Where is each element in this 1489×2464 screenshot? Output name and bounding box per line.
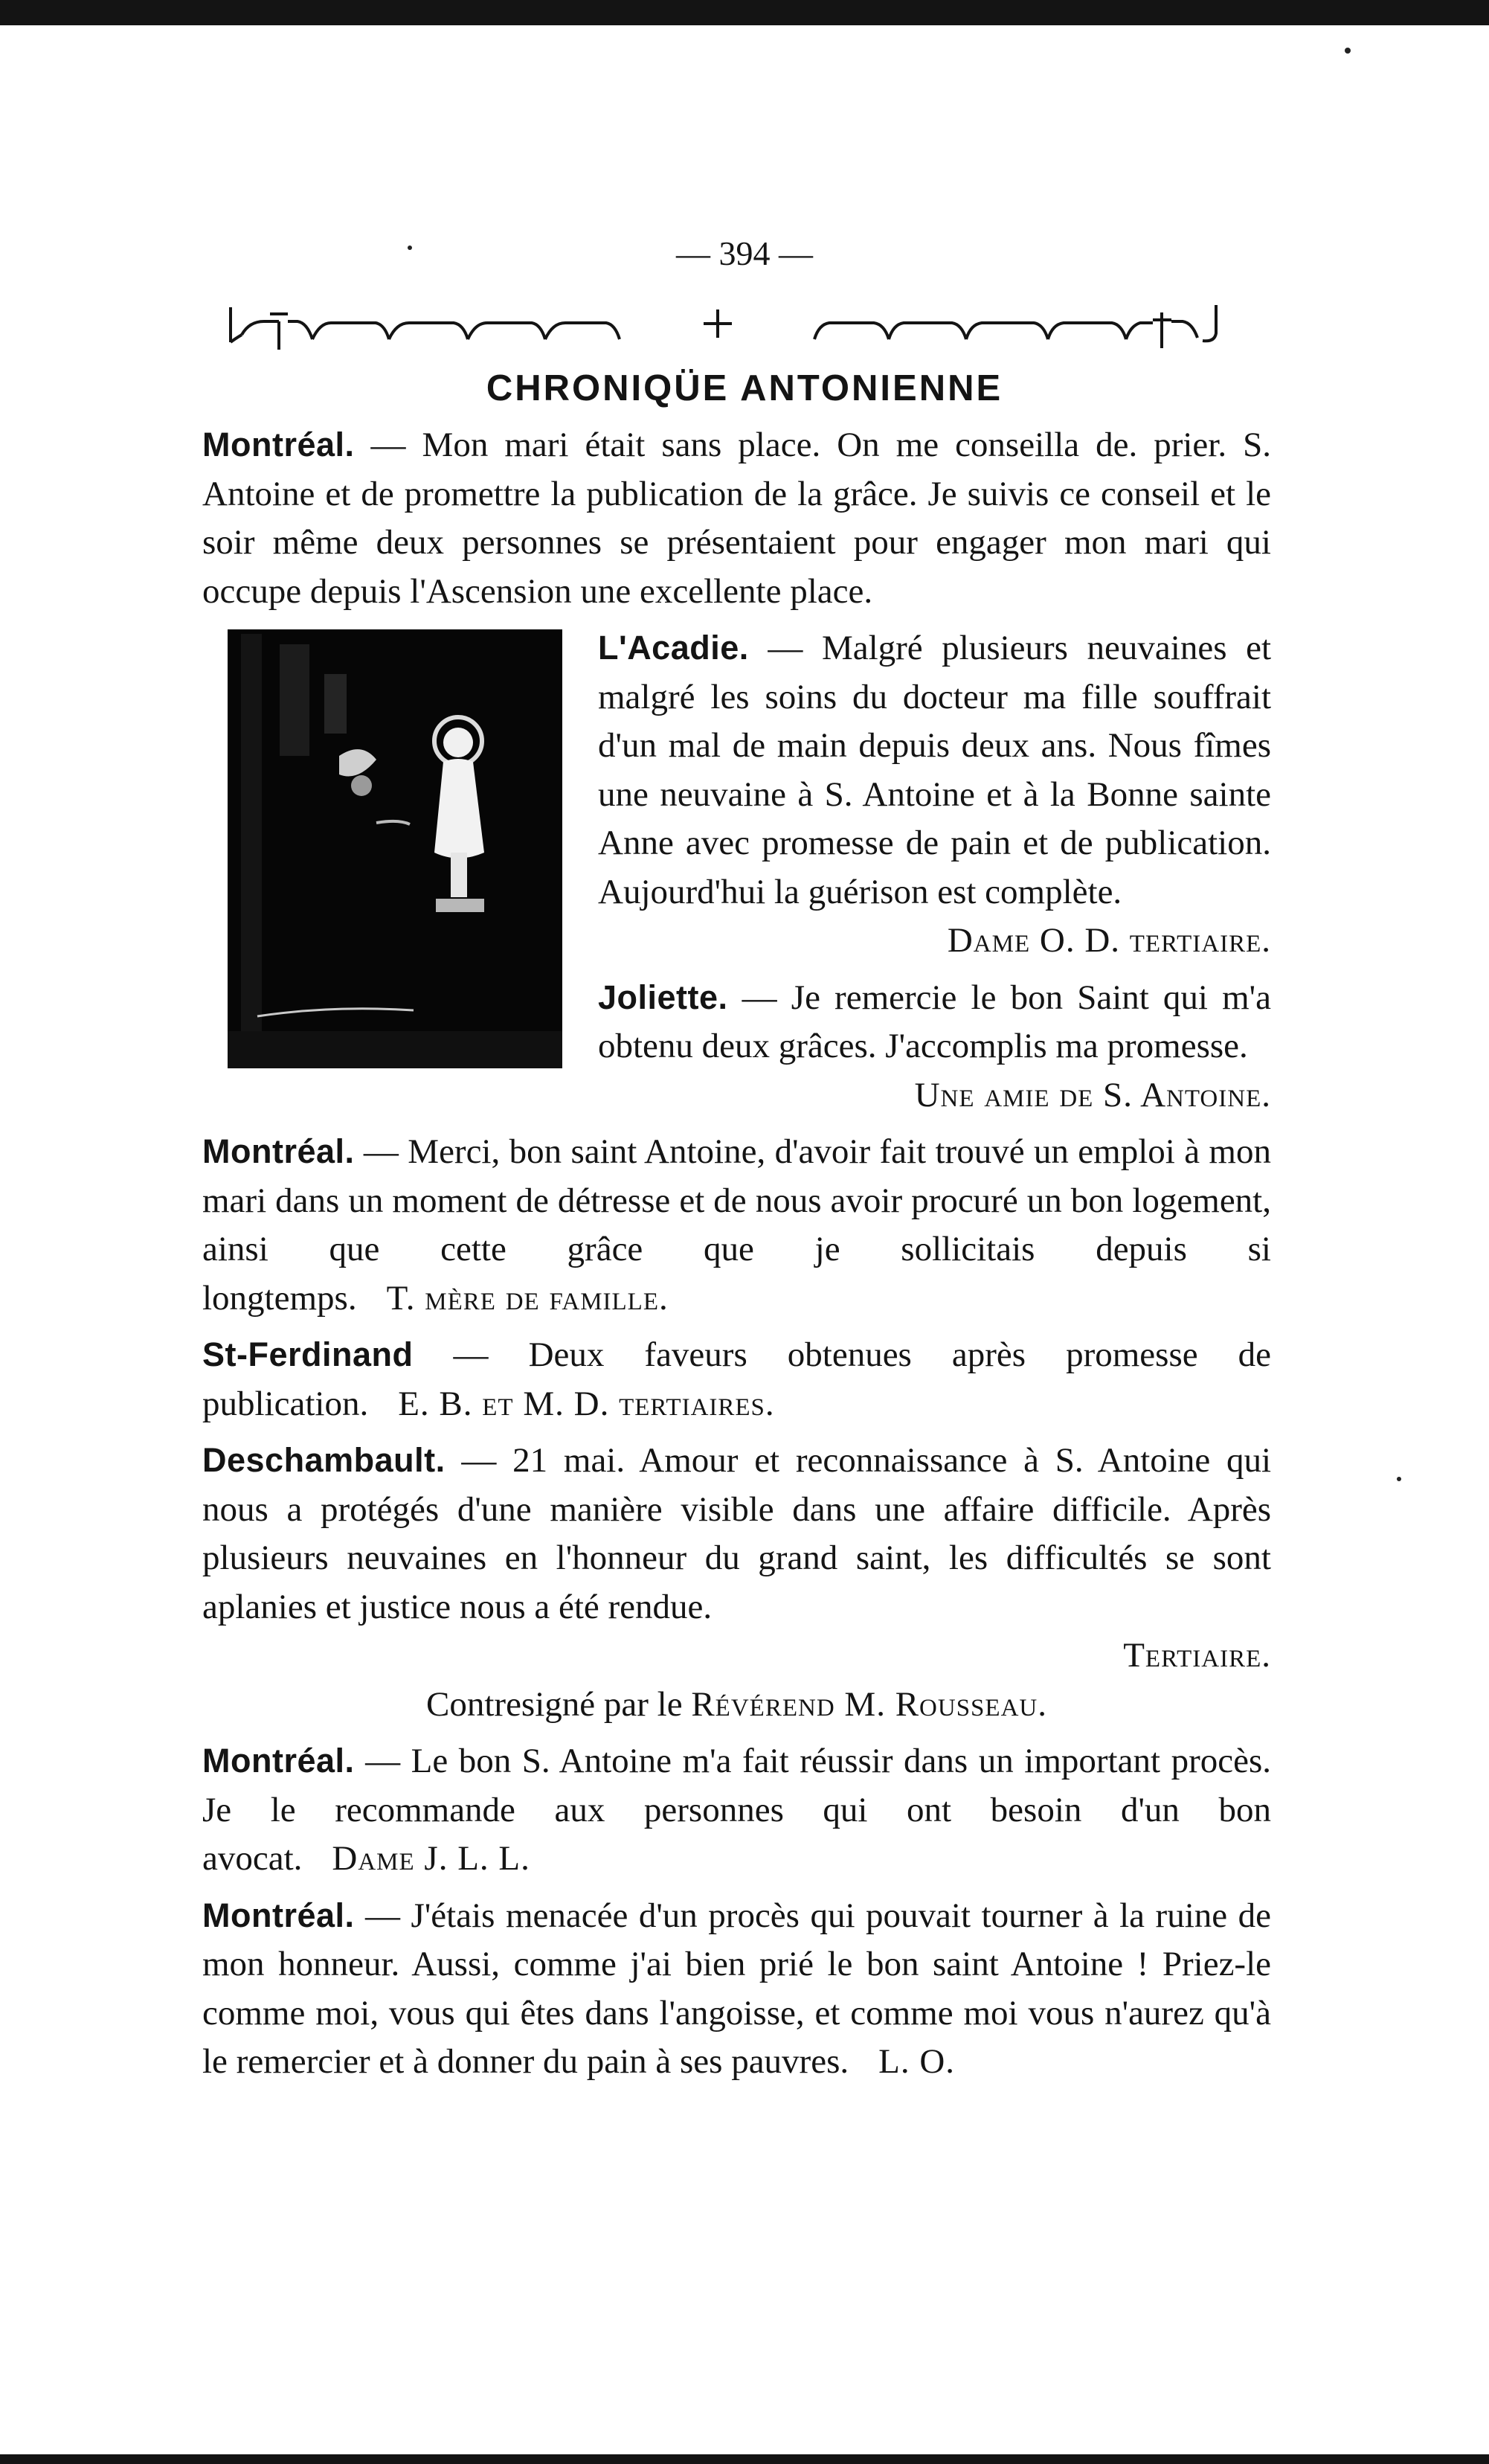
entry-8 [202,1891,1271,2087]
entry-7 [202,1736,1271,1884]
scan-edge-bottom [0,2454,1489,2464]
entry-text: — 21 mai. Amour et reconnaissance à S. Antoine qui nous a protégés d'une manière visible dans une affaire difficile. Après plusieurs neuvaines en l'honneur du grand saint, les difficultés se sont aplanies et justice nous a été rendue. [202,1441,1271,1626]
page-number: — 394 — [676,234,813,272]
entry-signature: L. O. [878,2042,956,2081]
countersign-prefix: Contresigné par le [426,1684,692,1724]
entry-location: Montréal. [202,426,355,463]
scan-speck [1397,1477,1401,1481]
entry-5 [202,1330,1271,1428]
entry-signature: Une amie de S. Antoine. [914,1075,1271,1114]
entry-4 [202,1127,1271,1323]
entry-signature: Dame O. D. tertiaire. [947,921,1271,960]
section-title: CHRONIQÜE ANTONIENNE [486,368,1003,408]
entry-text: — Mon mari était sans place. On me conseilla de. prier. S. Antoine et de promettre la publication de la grâce. Je suivis ce conseil et le soir même deux personnes se présentaient pour engager mon mari qui occupe depuis l'Ascension une excellente place. [202,426,1271,611]
countersignature [202,1681,1271,1730]
countersign-name: Révérend M. Rousseau. [691,1684,1047,1724]
entry-signature: E. B. et M. D. tertiaires. [398,1384,775,1423]
entry-signature: Tertiaire. [1123,1636,1271,1675]
entry-location: Montréal. [202,1896,355,1934]
scan-edge-top [0,0,1489,25]
entry-text: — Deux faveurs obtenues après promesse de publication. [202,1335,1271,1423]
entry-text: — Malgré plusieurs neuvaines et malgré les soins du docteur ma fille souffrait d'un mal de main depuis deux ans. Nous fîmes une neuvaine à S. Antoine et à la Bonne sainte Anne avec promesse de pain et de publication. Aujourd'hui la guérison est complète. [598,629,1271,911]
entry-location: St-Ferdinand [202,1335,414,1373]
entry-location: Joliette. [598,978,728,1016]
entry-location: Montréal. [202,1132,355,1170]
entry-1 [202,420,1271,616]
entry-6 [202,1436,1271,1729]
photo-figure [228,629,562,1068]
scan-speck [1345,48,1351,54]
entry-text: — Je remercie le bon Saint qui m'a obtenu deux grâces. J'accomplis ma promesse. [598,978,1271,1065]
chronicle-body [202,420,1271,2094]
entry-text: — J'étais menacée d'un procès qui pouvait tourner à la ruine de mon honneur. Aussi, comme j'ai bien prié le bon saint Antoine ! Priez-le comme moi, vous qui êtes dans l'angoisse, et comme moi vous n'aurez qu'à le remercier et à donner du pain à ses pauvres. [202,1896,1271,2081]
saint-anthony-photograph [228,629,562,1068]
entry-signature: T. mère de famille. [386,1278,669,1318]
decorative-ornament-band [227,296,1268,356]
entry-signature: Dame J. L. L. [332,1839,530,1878]
entry-location: Montréal. [202,1742,355,1780]
entry-location: L'Acadie. [598,629,749,667]
entry-location: Deschambault. [202,1441,446,1479]
entry-text: — Merci, bon saint Antoine, d'avoir fait trouvé un emploi à mon mari dans un moment de détresse et de nous avoir procuré un bon logement, ainsi que cette grâce que je sollicitais depuis si longtemps. [202,1132,1271,1318]
entry-text: — Le bon S. Antoine m'a fait réussir dans un important procès. Je le recommande aux personnes qui ont besoin d'un bon avocat. [202,1742,1271,1878]
